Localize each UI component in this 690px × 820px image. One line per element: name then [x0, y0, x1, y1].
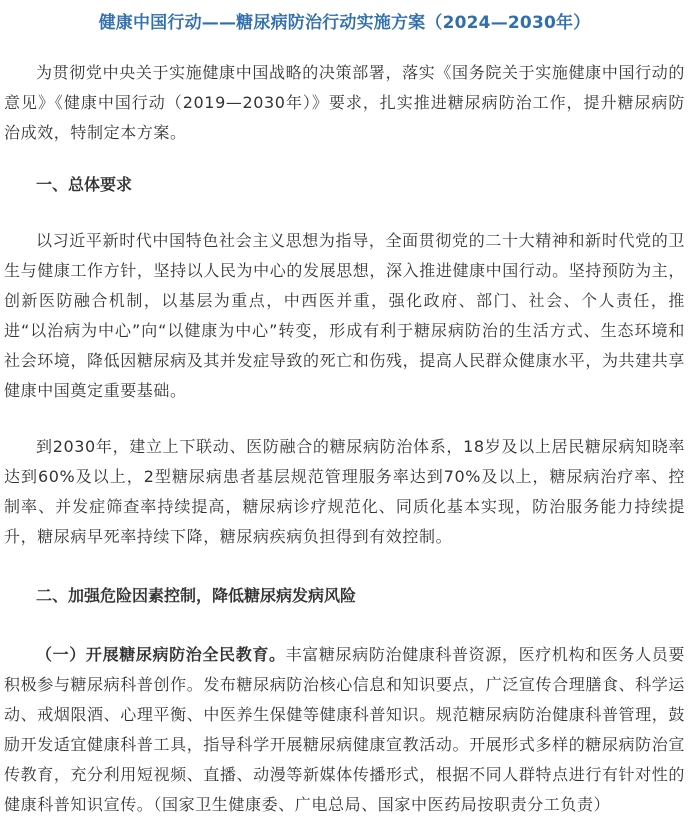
spacer — [4, 611, 685, 640]
spacer — [4, 406, 685, 432]
section-paragraph-2030-goals: 到2030年，建立上下联动、医防融合的糖尿病防治体系，18岁及以上居民糖尿病知晓率达到60%及以上，2型糖尿病患者基层规范管理服务率达到70%及以上，糖尿病治疗率、控制率、并发症筛查率持续提高，糖尿病诊疗规范化、同质化基本实现，防治服务能力持续提升，糖尿病早死率持续下降，糖尿病疾病负担得到有效控制。 — [4, 437, 685, 546]
subsection-paragraph-public-education — [4, 640, 685, 820]
section-heading-risk-control: 二、加强危险因素控制，降低糖尿病发病风险 — [36, 586, 357, 605]
spacer — [4, 200, 685, 226]
spacer — [4, 552, 685, 581]
document-title: 健康中国行动——糖尿病防治行动实施方案（2024—2030年） — [98, 13, 591, 33]
spacer — [4, 148, 685, 170]
subsection-body: 丰富糖尿病防治健康科普资源，医疗机构和医务人员要积极参与糖尿病科普创作。发布糖尿病防治核心信息和知识要点，广泛宣传合理膳食、科学运动、戒烟限酒、心理平衡、中医养生保健等健康科普知识。规范糖尿病防治健康科普管理，鼓励开发适宜健康科普工具，指导科学开展糖尿病健康宣教活动。开展形式多样的糖尿病防治宣传教育，充分利用短视频、直播、动漫等新媒体传播形式，根据不同人群特点进行有针对性的健康科普知识宣传。（国家卫生健康委、广电总局、国家中医药局按职责分工负责） — [4, 645, 685, 814]
section-heading-general-requirements: 一、总体要求 — [36, 175, 133, 194]
subsection-lead: （一）开展糖尿病防治全民教育。 — [36, 645, 286, 664]
section-paragraph-guiding-principles: 以习近平新时代中国特色社会主义思想为指导，全面贯彻党的二十大精神和新时代党的卫生与健康工作方针，坚持以人民为中心的发展思想，深入推进健康中国行动。坚持预防为主，创新医防融合机制，以基层为重点，中西医并重，强化政府、部门、社会、个人责任，推进“以治病为中心”向“以健康为中心”转变，形成有利于糖尿病防治的生活方式、生态环境和社会环境，降低因糖尿病及其并发症导致的死亡和伤残，提高人民群众健康水平，为共建共享健康中国奠定重要基础。 — [4, 231, 685, 400]
intro-paragraph: 为贯彻党中央关于实施健康中国战略的决策部署，落实《国务院关于实施健康中国行动的意见》《健康中国行动（2019—2030年）》要求，扎实推进糖尿病防治工作，提升糖尿病防治成效，特制定本方案。 — [4, 63, 685, 142]
